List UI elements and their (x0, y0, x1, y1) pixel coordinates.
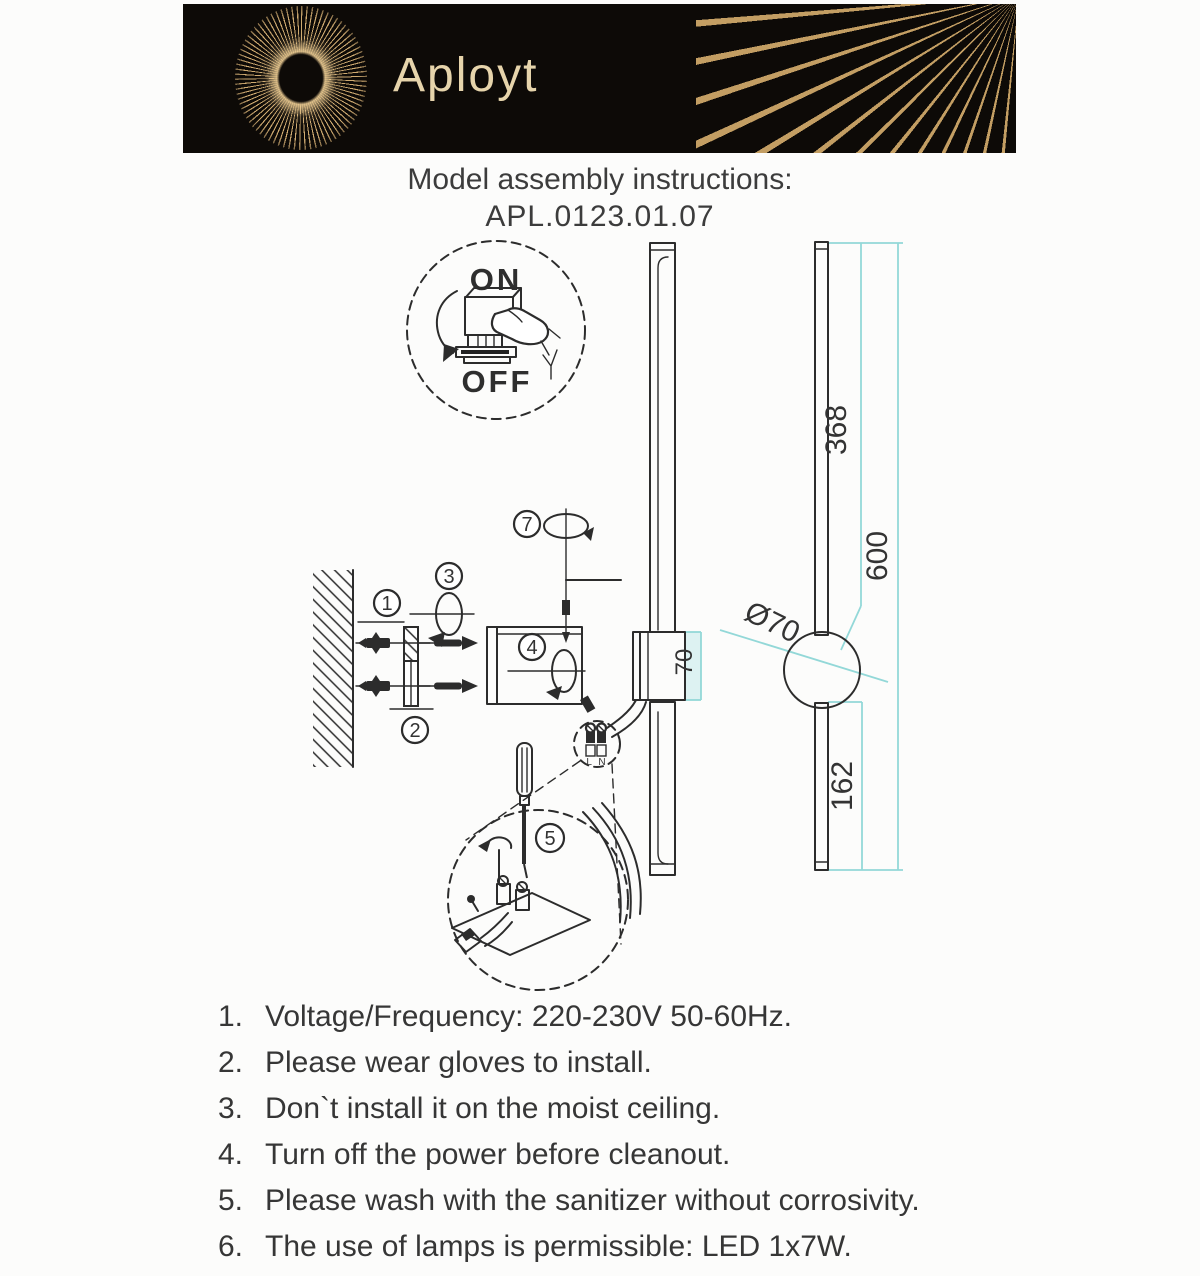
note-text: Voltage/Frequency: 220-230V 50-60Hz. (265, 1000, 793, 1033)
mounting-screw (418, 636, 478, 650)
dim-162-label: 162 (826, 760, 859, 812)
note-number: 2. (218, 1046, 244, 1079)
note-number: 6. (218, 1230, 244, 1263)
note-number: 3. (218, 1092, 244, 1125)
switch-off-label: OFF (461, 364, 533, 399)
list-item (218, 1000, 920, 1046)
mounting-screw (418, 679, 478, 693)
brand-name: Aployt (393, 49, 539, 102)
dim-368-label: 368 (820, 404, 853, 456)
step-2-marker (390, 709, 433, 743)
list-item (218, 1230, 920, 1276)
note-number: 5. (218, 1184, 244, 1217)
bracket-plate (404, 627, 418, 706)
note-text: Don`t install it on the moist ceiling. (265, 1092, 721, 1125)
step-7-marker (514, 509, 621, 643)
note-text: Please wash with the sanitizer without corrosivity. (265, 1184, 920, 1217)
rotate-arrow-icon (437, 291, 459, 362)
cup-depth-label: 70 (671, 648, 698, 676)
wiring-detail-circle (448, 803, 641, 990)
dim-diameter-label: Ø70 (739, 595, 805, 650)
dim-600-label: 600 (861, 530, 894, 582)
step-2-number: 2 (409, 720, 421, 742)
note-number: 1. (218, 1000, 244, 1033)
step-4-number: 4 (526, 637, 538, 659)
step-7-number: 7 (521, 514, 533, 536)
list-item (218, 1138, 920, 1184)
note-text: Turn off the power before cleanout. (265, 1138, 731, 1171)
instruction-list (218, 1000, 920, 1276)
step-3-number: 3 (443, 566, 455, 588)
step-5-number: 5 (544, 828, 556, 850)
note-text: Please wear gloves to install. (265, 1046, 652, 1079)
list-item (218, 1046, 920, 1092)
note-number: 4. (218, 1138, 244, 1171)
note-text: The use of lamps is permissible: LED 1x7W. (265, 1230, 852, 1263)
terminal-ln-labels: L N (586, 757, 608, 768)
lamp-front-view (580, 243, 698, 875)
step-3-marker (410, 563, 474, 647)
step-1-marker (358, 590, 404, 622)
wall-section (313, 570, 353, 767)
switch-on-label: ON (469, 262, 523, 297)
list-item (218, 1184, 920, 1230)
wire (604, 700, 636, 730)
driver-box (487, 627, 585, 704)
list-item (218, 1092, 920, 1138)
page-title: Model assembly instructions: (407, 163, 793, 196)
terminal-block-detail (574, 721, 620, 768)
power-switch-detail (407, 241, 585, 419)
step-1-number: 1 (381, 593, 393, 615)
model-number: APL.0123.01.07 (485, 200, 715, 233)
